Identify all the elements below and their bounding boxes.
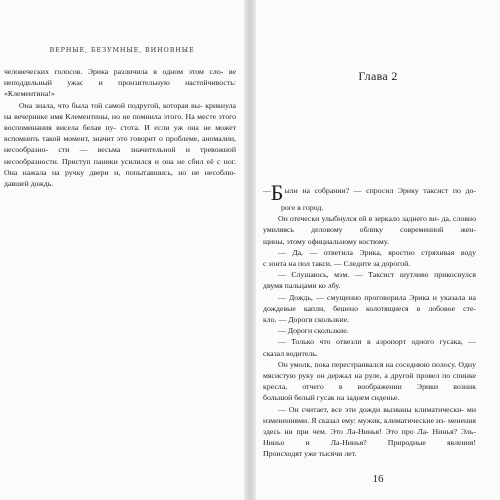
text-line: Происходят уже тысячи лет. xyxy=(263,449,357,459)
text-line: Он отечески улыбнулся ей в зеркало заднего ви- xyxy=(278,214,440,224)
right-page-text xyxy=(263,180,477,460)
text-line: да, словно умиляясь деловому облику современной жен- xyxy=(263,214,476,235)
text-line: Нинья? Эль-Ниньо и Ла-Нинья? Природные явления! xyxy=(263,427,476,448)
text-line: Одну мясистую руку он держал на руле, а другой провел xyxy=(263,359,476,381)
paragraph xyxy=(263,292,476,314)
text-line: сти — весьма значительной и тревожной несообразности. xyxy=(4,145,236,166)
paragraph xyxy=(4,88,236,99)
paragraph xyxy=(4,66,236,88)
paragraph xyxy=(263,269,476,280)
left-page xyxy=(0,0,244,500)
paragraph xyxy=(263,314,476,325)
text-line: менения здесь ни при чем. Это Ла-Нинья! Это про Ла- xyxy=(263,415,476,437)
paragraph xyxy=(263,336,476,347)
text-line: большой белый гусак на заднем сиденье. xyxy=(263,393,400,403)
paragraph xyxy=(263,348,476,359)
text-line: — Дороги скользкие. xyxy=(278,326,349,336)
text-line: Она знала, что была той самой подругой, которая вы- xyxy=(19,100,203,110)
text-line: Он умолк, пока перестраивался на соседнюю полосу. xyxy=(278,359,457,369)
text-line: — Дождь, — смущенно проговорила Эрика и указала xyxy=(278,292,466,302)
paragraph xyxy=(4,100,236,178)
text-line: человеческих голосов. Эрика различила в одном этом сло- xyxy=(4,67,224,76)
text-line: крикнула на вечеринке имя Клементины, но не помнила xyxy=(4,100,236,121)
text-line: ве неподдельный ужас и пронзительную настойчивость: xyxy=(4,67,236,88)
text-line: «Клементина!» xyxy=(4,89,55,99)
text-line: на дождевые капли, бешено колотящиеся в лобовое сте- xyxy=(263,292,477,313)
text-line: с зонта на пол такси. — Следите за дорогой. xyxy=(263,259,411,269)
text-line: по спинке кресла, отчего в воображении Эрики возник xyxy=(263,371,476,392)
text-line: — Только что отвезли в аэропорт одного гусака, — xyxy=(278,337,476,347)
paragraph xyxy=(263,325,476,336)
text-line: ыли на собрании? — спросил Эрику таксист по до- xyxy=(284,186,476,195)
book-gutter xyxy=(244,0,256,500)
paragraph xyxy=(4,178,236,189)
paragraph xyxy=(263,247,476,258)
page-number: 16 xyxy=(372,473,384,485)
text-line: этого. На месте этого воспоминания висела белая пу- xyxy=(4,111,237,133)
running-head: ВЕРНЫЕ, БЕЗУМНЫЕ, ВИНОВНЫЕ xyxy=(49,46,195,54)
paragraph xyxy=(263,280,476,291)
drop-cap: Б xyxy=(270,180,284,205)
paragraph xyxy=(263,359,476,393)
text-line: стота. И если уж она не может вспомнить такой момент, xyxy=(4,123,237,144)
paragraph xyxy=(263,258,476,269)
right-page xyxy=(256,0,500,500)
text-line: кло. — Дороги скользкие. xyxy=(263,315,350,325)
text-line: роге в город. xyxy=(281,203,324,212)
text-line: — Да, — ответила Эрика, яростно стряхивая воду xyxy=(278,247,476,257)
left-page-text xyxy=(4,66,236,189)
em-dash: — xyxy=(263,186,271,195)
paragraph xyxy=(263,448,476,459)
paragraph xyxy=(263,236,476,247)
text-line: щины, этому официальному костюму. xyxy=(263,236,389,246)
text-line: двумя пальцами ко лбу. xyxy=(263,281,341,291)
paragraph xyxy=(263,202,476,213)
text-line: ми изменениями. Я сказал ему: мужик, климатические из- xyxy=(263,404,476,425)
text-line: сказал водитель. xyxy=(263,348,318,358)
paragraph xyxy=(263,213,476,235)
text-line: нажала на ручку двери и, попытавшись, но не несоблю- xyxy=(22,167,236,177)
chapter-title: Глава 2 xyxy=(358,69,398,83)
text-line: давшей дождь. xyxy=(4,179,54,189)
paragraph xyxy=(263,392,476,403)
paragraph xyxy=(263,404,476,449)
text-line: значит это говорит о проблеме, аномалии, несообразно- xyxy=(4,134,237,155)
text-line: — Слушаюсь, мэм. — Таксист шутливо прикоснулся xyxy=(278,270,476,280)
text-line: Приступ паники усилился и она не сбил её с ног. Она xyxy=(4,156,236,177)
text-line: — Он считает, все эти дожди вызваны климатически- xyxy=(278,404,464,414)
opening-paragraph xyxy=(263,180,476,205)
